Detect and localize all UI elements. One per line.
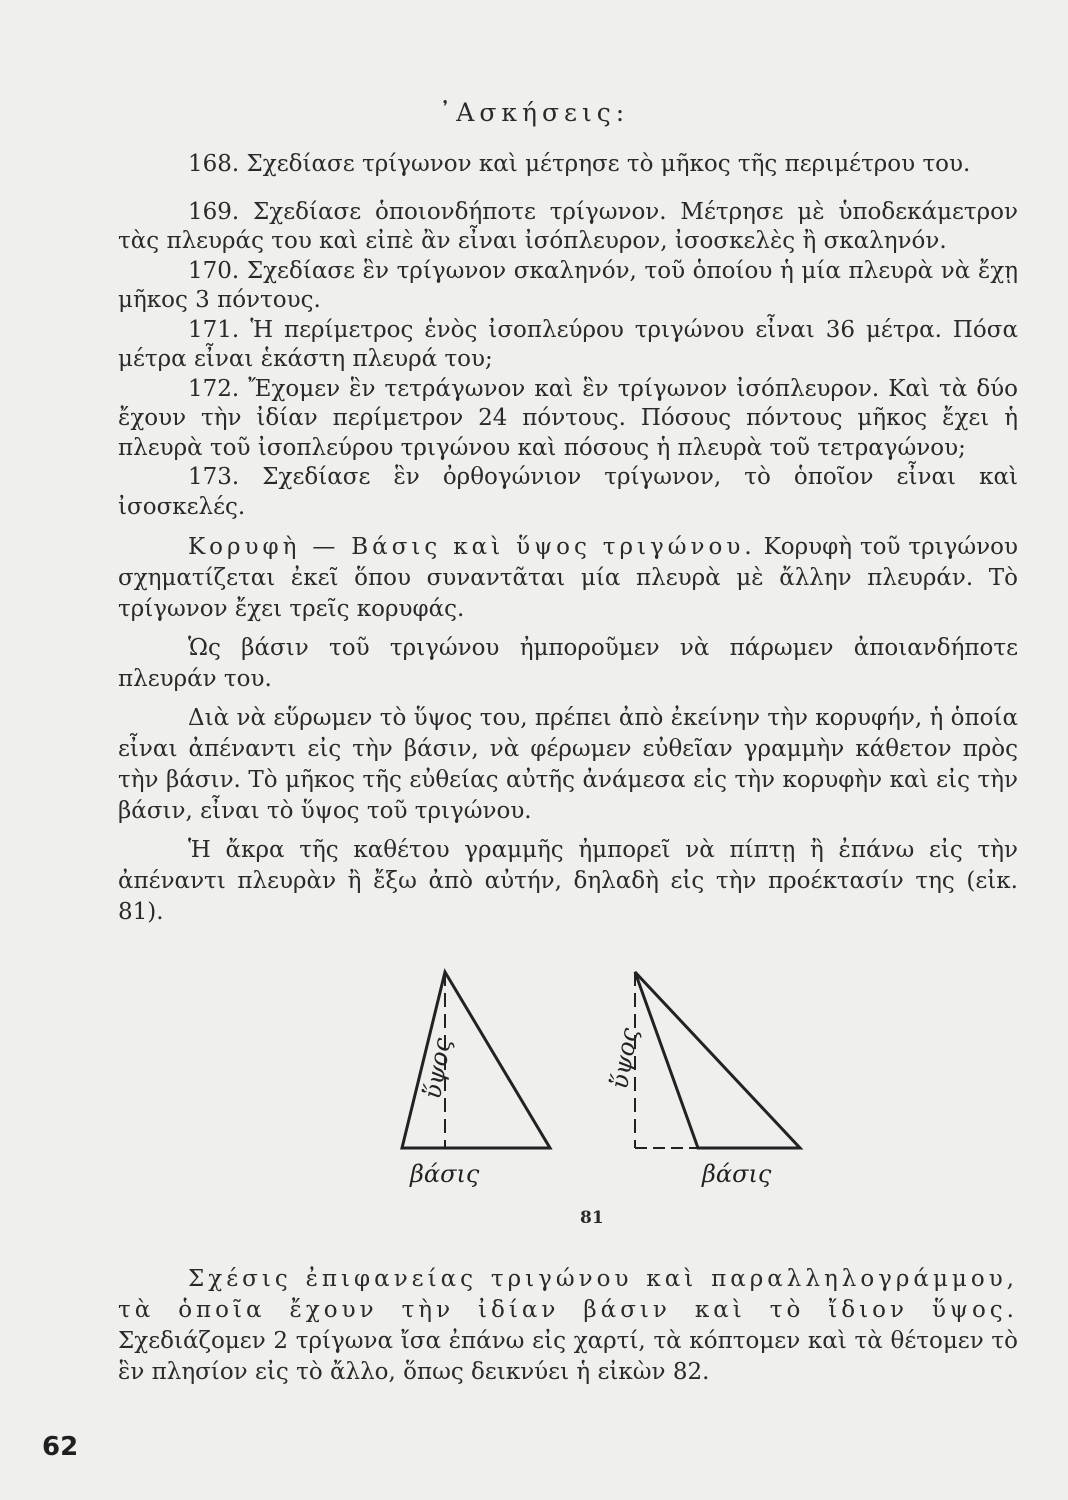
section-paragraph: Ἡ ἄκρα τῆς καθέτου γραμμῆς ἠμπορεῖ νὰ πίπτῃ ἢ ἐπάνω εἰς τὴν ἀπέναντι πλευρὰν ἢ ἔξω ἀπὸ αὐτήν, δηλαδὴ εἰς τὴν προέκτασίν της (εἰκ. 81). [118,837,1018,925]
triangles-diagram [380,960,840,1200]
exercise-item [118,316,1018,375]
exercise-text: Σχεδίασε ἓν τρίγωνον σκαληνόν, τοῦ ὁποίου ἡ μία πλευρὰ νὰ ἔχῃ μῆκος 3 πόντους. [118,257,1018,313]
exercise-number: 170. [188,257,240,284]
exercise-text: Ἔχομεν ἓν τετράγωνον καὶ ἓν τρίγωνον ἰσόπλευρον. Καὶ τὰ δύο ἔχουν τὴν ἰδίαν περίμετρον 24 πόντους. Πόσους πόντους μῆκος ἔχει ἡ πλευρὰ τοῦ ἰσοπλεύρου τριγώνου καὶ πόσους ἡ πλευρὰ τοῦ τετραγώνου; [118,375,1018,461]
exercise-item [118,463,1018,522]
triangle-right [635,972,800,1148]
section-title: Σχέσις ἐπιφανείας τριγώνου καὶ παραλληλογράμμου, τὰ ὁποῖα ἔχουν τὴν ἰδίαν βάσιν καὶ τὸ ἴδιον ὕψος. [118,1266,1018,1323]
page-number: 62 [42,1432,79,1462]
exercise-item [118,257,1018,316]
base-label-left: βάσις [410,1160,480,1188]
height-label-left: ὕψος [418,1035,457,1102]
exercise-list [118,150,1018,522]
exercise-text: Σχεδίασε ὁποιονδήποτε τρίγωνον. Μέτρησε μὲ ὑποδεκάμετρον τὰς πλευράς του καὶ εἰπὲ ἂν εἶναι ἰσόπλευρον, ἰσοσκελὲς ἢ σκαληνόν. [118,198,1019,254]
height-label-right: ὕψος [605,1025,644,1092]
figure-81 [380,960,840,1200]
exercise-number: 169. [188,198,240,225]
base-label-right: βάσις [702,1160,772,1188]
exercise-text: Σχεδίασε ἓν ὀρθογώνιον τρίγωνον, τὸ ὁποῖον εἶναι καὶ ἰσοσκελές. [118,464,1019,520]
section-title: Κορυφὴ — Βάσις καὶ ὕψος τριγώνου. [188,534,756,560]
exercise-text: Σχεδίασε τρίγωνον καὶ μέτρησε τὸ μῆκος τῆς περιμέτρου του. [246,151,971,177]
section-paragraph [118,1264,1018,1388]
exercise-number: 168. [188,151,240,177]
exercise-item [118,375,1018,464]
exercises-heading: ᾿Ασκήσεις: [438,98,630,127]
figure-number: 81 [580,1208,604,1228]
exercise-item [118,198,1018,257]
section-paragraph: Διὰ νὰ εὕρωμεν τὸ ὕψος του, πρέπει ἀπὸ ἐκείνην τὴν κορυφήν, ἡ ὁποία εἶναι ἀπέναντι εἰς τὴν βάσιν, νὰ φέρωμεν εὐθεῖαν γραμμὴν κάθετον πρὸς τὴν βάσιν. Τὸ μῆκος τῆς εὐθείας αὐτῆς ἀνάμεσα εἰς τὴν κορυφὴν καὶ εἰς τὴν βάσιν, εἶναι τὸ ὕψος τοῦ τριγώνου. [118,705,1018,824]
section-paragraph [118,532,1018,625]
section-text: Σχεδιάζομεν 2 τρίγωνα ἴσα ἐπάνω εἰς χαρτί, τὰ κόπτομεν καὶ τὰ θέτομεν τὸ ἓν πλησίον εἰς τὸ ἄλλο, ὅπως δεικνύει ἡ εἰκὼν 82. [118,1328,1018,1385]
exercise-number: 173. [188,464,240,490]
exercise-number: 171. [188,316,240,343]
section-text: Κορυφὴ τοῦ τριγώνου σχηματίζεται ἐκεῖ ὅπου συναντᾶται μία πλευρὰ μὲ ἄλλην πλευράν. Τὸ τρίγωνον ἔχει τρεῖς κορυφάς. [118,534,1018,622]
exercise-text: Ἡ περίμετρος ἑνὸς ἰσοπλεύρου τριγώνου εἶναι 36 μέτρα. Πόσα μέτρα εἶναι ἑκάστη πλευρά του; [118,316,1018,372]
exercise-number: 172. [188,375,240,402]
exercise-item [118,150,1018,180]
section-vertex-base-height [118,532,1018,928]
section-paragraph: Ὡς βάσιν τοῦ τριγώνου ἠμποροῦμεν νὰ πάρωμεν ἀποιανδήποτε πλευράν του. [118,635,1018,692]
section-area-relation [118,1264,1018,1388]
